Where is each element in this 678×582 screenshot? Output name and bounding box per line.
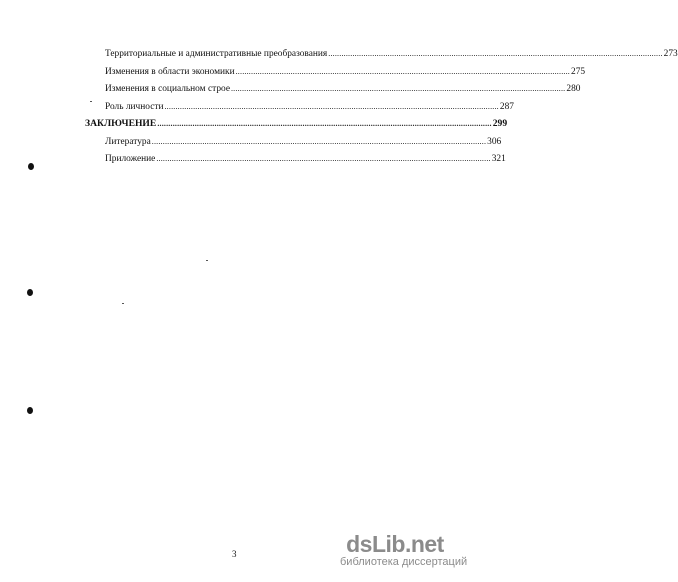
toc-entry (85, 98, 514, 116)
toc-entry (85, 150, 506, 168)
toc-leader-dots (152, 133, 486, 151)
toc-entry-title: Приложение (105, 154, 156, 164)
watermark-subtitle: библиотека диссертаций (340, 556, 468, 568)
toc-entry-title: ЗАКЛЮЧЕНИЕ (85, 118, 157, 129)
toc-leader-dots (156, 150, 490, 168)
toc-leader-dots (157, 115, 491, 133)
punch-hole-mark (27, 289, 33, 296)
toc-section-heading (85, 115, 508, 133)
punch-hole-mark (27, 407, 33, 414)
toc-entry-title: Территориальные и административные преобразования (105, 49, 328, 59)
toc-entry (85, 45, 678, 63)
toc-entry (85, 63, 586, 81)
toc-entry-page: 321 (491, 154, 506, 164)
table-of-contents (85, 45, 678, 168)
toc-entry-title: Изменения в области экономики (105, 66, 235, 77)
toc-entry-title: Изменения в социальном строе (105, 84, 230, 94)
toc-entry-title: Литература (105, 136, 151, 147)
punch-hole-mark (28, 163, 34, 170)
toc-entry-page: 306 (487, 136, 502, 147)
toc-leader-dots (328, 45, 662, 63)
toc-entry-page: 299 (492, 118, 508, 129)
toc-leader-dots (236, 63, 570, 81)
toc-leader-dots (164, 98, 498, 116)
scan-speck (122, 303, 124, 304)
toc-entry-page: 275 (571, 66, 586, 77)
scan-speck (90, 101, 92, 102)
scan-speck (206, 260, 208, 261)
page-number: 3 (232, 549, 237, 559)
toc-entry-page: 273 (663, 49, 678, 59)
toc-entry-page: 280 (566, 84, 581, 94)
toc-leader-dots (231, 80, 565, 98)
toc-entry-title: Роль личности (105, 101, 164, 112)
watermark (340, 531, 468, 569)
toc-entry (85, 80, 581, 98)
watermark-logo: dsLib.net (346, 531, 444, 557)
toc-entry (85, 133, 502, 151)
toc-entry-page: 287 (499, 101, 514, 112)
